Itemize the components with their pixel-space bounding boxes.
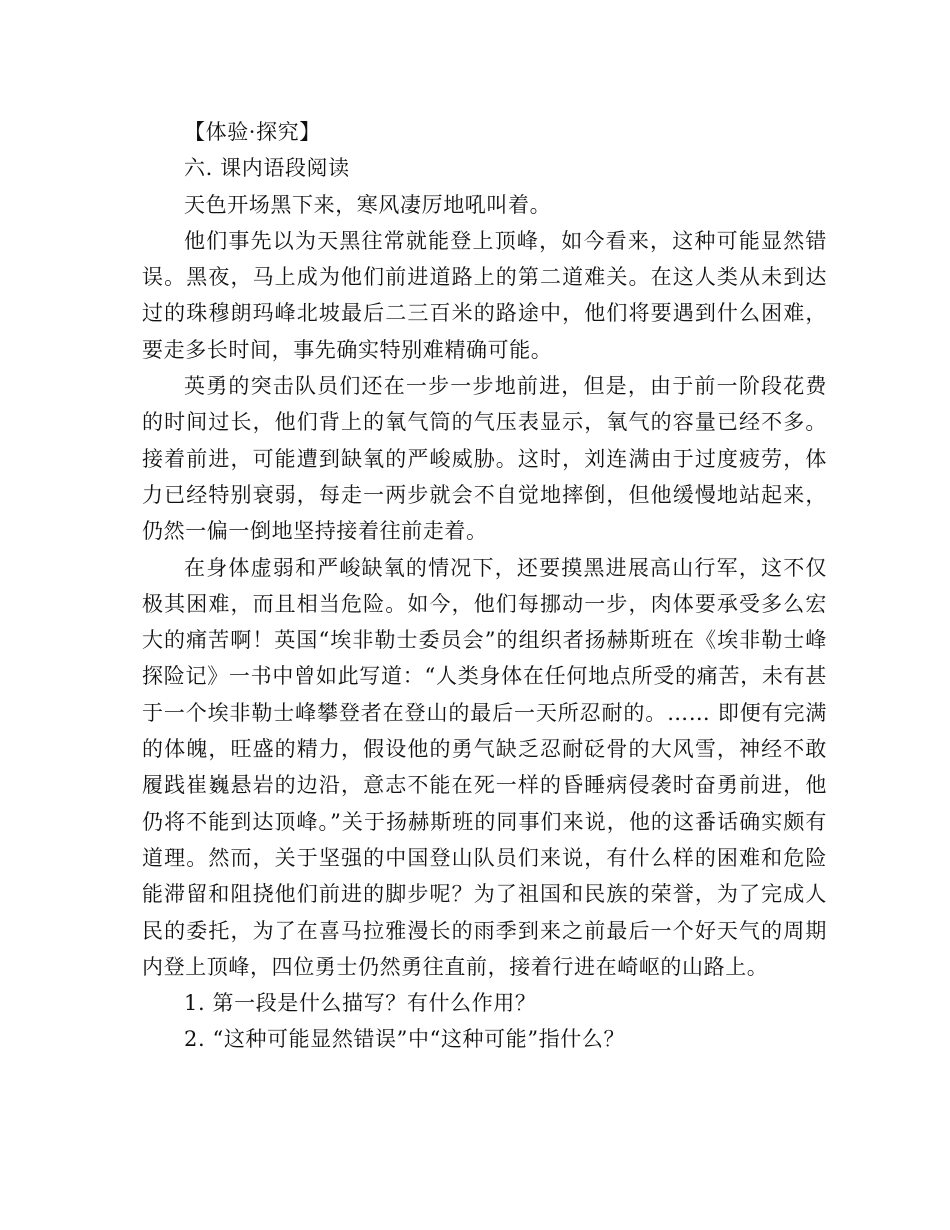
subsection-heading: 六. 课内语段阅读: [184, 156, 350, 181]
passage-paragraph: 他们事先以为天黑往常就能登上顶峰，如今看来，这种可能显然错误。黑夜，马上成为他们前进道路上的第二道难关。在这人类从未到达过的珠穆朗玛峰北坡最后二三百米的路途中，他们将要遇到什么困难，要走多长时间，事先确实特别难精确可能。: [142, 228, 827, 362]
passage-paragraph: 天色开场黑下来，寒风凄厉地吼叫着。: [184, 192, 552, 217]
reading-passage: [142, 114, 827, 1058]
question-item: 2. “这种可能显然错误”中“这种可能”指什么？: [184, 1027, 626, 1052]
passage-paragraph: 英勇的突击队员们还在一步一步地前进，但是，由于前一阶段花费的时间过长，他们背上的氧气筒的气压表显示，氧气的容量已经不多。接着前进，可能遭到缺氧的严峻威胁。这时，刘连满由于过度疲劳，体力已经特别衰弱，每走一两步就会不自觉地摔倒，但他缓慢地站起来，仍然一偏一倒地坚持接着往前走着。: [142, 374, 827, 544]
section-heading: 【体验·探究】: [184, 120, 321, 144]
question-item: 1. 第一段是什么描写？有什么作用？: [184, 991, 537, 1016]
passage-paragraph: 在身体虚弱和严峻缺氧的情况下，还要摸黑进展高山行军，这不仅极其困难，而且相当危险。如今，他们每挪动一步，肉体要承受多么宏大的痛苦啊！英国“埃非勒士委员会”的组织者扬赫斯班在《埃非勒士峰探险记》一书中曾如此写道：“人类身体在任何地点所受的痛苦，未有甚于一个埃非勒士峰攀登者在登山的最后一天所忍耐的。…… 即便有完满的体魄，旺盛的精力，假设他的勇气缺乏忍耐砭骨的大风雪，神经不敢履践崔巍悬岩的边沿，意志不能在死一样的昏睡病侵袭时奋勇前进，他仍将不能到达顶峰。”关于扬赫斯班的同事们来说，他的这番话确实颇有道理。然而，关于坚强的中国登山队员们来说，有什么样的困难和危险能滞留和阻挠他们前进的脚步呢？为了祖国和民族的荣誉，为了完成人民的委托，为了在喜马拉雅漫长的雨季到来之前最后一个好天气的周期内登上顶峰，四位勇士仍然勇往直前，接着行进在崎岖的山路上。: [142, 555, 827, 979]
